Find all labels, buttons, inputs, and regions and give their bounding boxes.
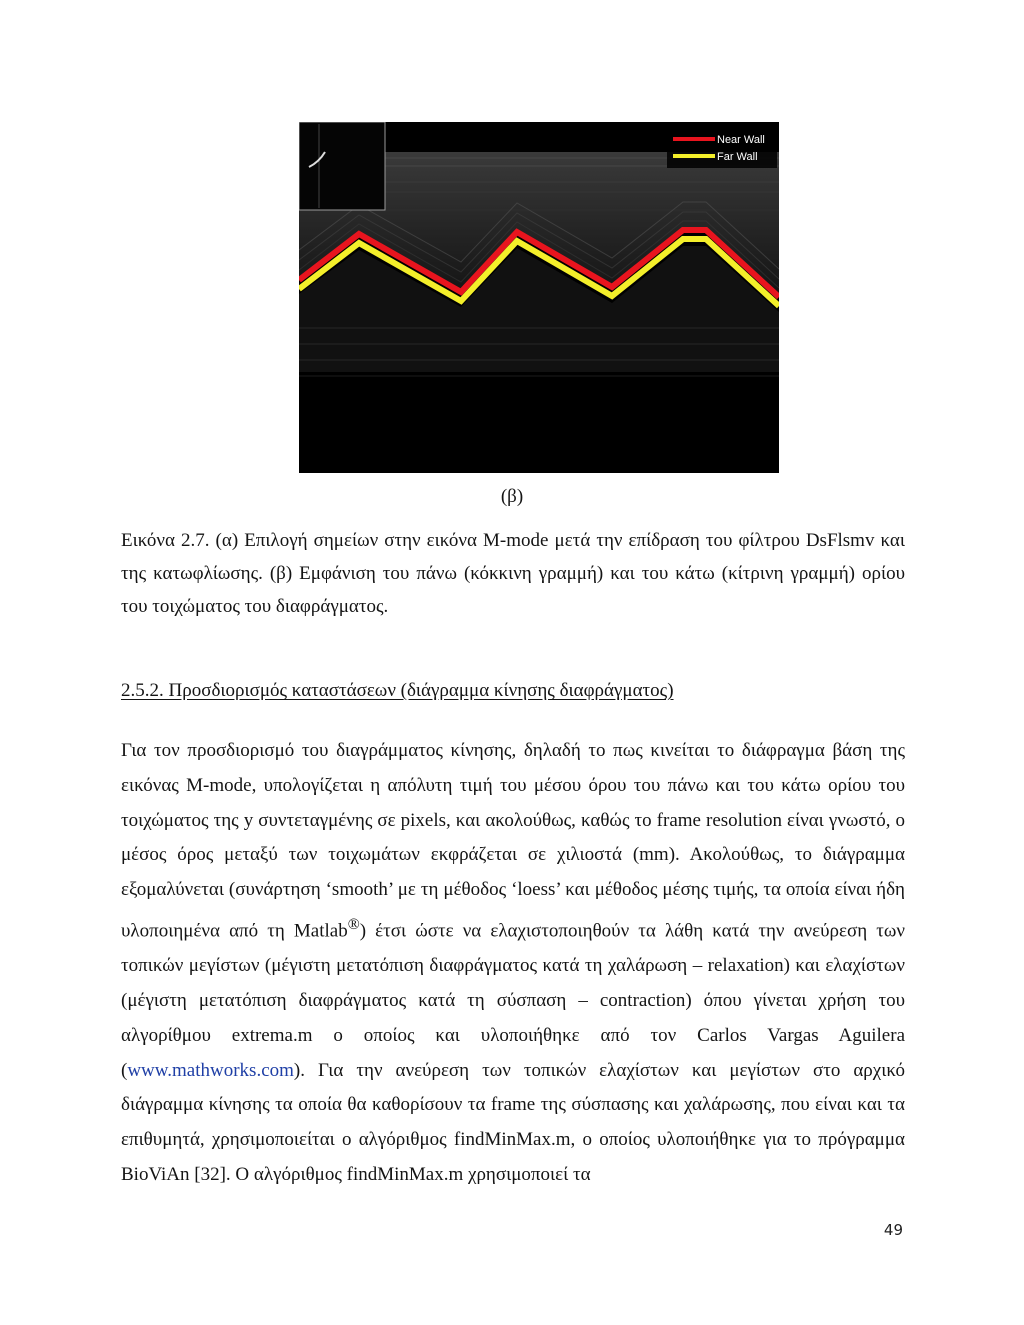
page-number: 49 <box>883 1221 903 1239</box>
body-text-part3: ). Για την ανεύρεση των τοπικών ελαχίστων και μεγίστων στο αρχικό διάγραμμα κίνησης τα οποία θα καθορίσουν τα frame της σύσπασης και χαλάρωσης, που είναι και τα επιθυμητά, χρησιμοποιείται ο αλγόριθμος findMinMax.m, ο οποίος υλοποιήθηκε για το πρόγραμμα BioViAn [32]. Ο αλγόριθμος findMinMax.m χρησιμοποιεί τα <box>121 1059 905 1185</box>
mmode-image <box>299 122 779 473</box>
figure-caption <box>121 524 905 623</box>
legend-far-wall-label: Far Wall <box>717 151 758 163</box>
body-paragraph <box>121 734 905 1193</box>
legend <box>667 126 777 168</box>
figure-sublabel: (β) <box>500 486 524 507</box>
body-text-part1: Για τον προσδιορισμό του διαγράμματος κίνησης, δηλαδή το πως κινείται το διάφραγμα βάση της εικόνας M-mode, υπολογίζεται η απόλυτη τιμή του μέσου όρου του πάνω και του κάτω ορίου του τοιχώματος της y συντεταγμένης σε pixels, και ακολούθως, καθώς το frame resolution είναι γνωστό, ο μέσος όρος μεταξύ των τοιχωμάτων εκφράζεται σε χιλιοστά (mm). Ακολούθως, το διάγραμμα εξομαλύνεται (συνάρτηση ‘smooth’ με τη μέθοδος ‘loess’ και μέθοδος μέσης τιμής, τα οποία είναι ήδη υλοποιημένα από τη Matlab <box>121 740 905 942</box>
mathworks-link[interactable]: www.mathworks.com <box>127 1059 294 1081</box>
legend-near-wall-label: Near Wall <box>717 134 765 146</box>
lower-layer <box>299 246 779 372</box>
caption-text: Εικόνα 2.7. (α) Επιλογή σημείων στην εικόνα M-mode μετά την επίδραση του φίλτρου DsFlsmv και της κατωφλίωσης. (β) Εμφάνιση του πάνω (κόκκινη γραμμή) και του κάτω (κίτρινη γραμμή) ορίου του τοιχώματος του διαφράγματος. <box>121 530 905 617</box>
mmode-figure <box>299 122 779 473</box>
section-heading: 2.5.2. Προσδιορισμός καταστάσεων (διάγραμμα κίνησης διαφράγματος) <box>121 680 674 701</box>
registered-mark: ® <box>347 915 360 933</box>
body-text-part2: ) έτσι ώστε να ελαχιστοποιηθούν τα λάθη κατά την ανεύρεση των τοπικών μεγίστων (μέγιστη μετατόπιση διαφράγματος κατά τη χαλάρωση – relaxation) και ελαχίστων (μέγιστη μετατόπιση διαφράγματος κατά τη σύσπαση – contraction) όπου γίνεται χρήση του αλγορίθμου extrema.m ο οποίος και υλοποιήθηκε από τον Carlos Vargas Aguilera ( <box>121 920 905 1081</box>
